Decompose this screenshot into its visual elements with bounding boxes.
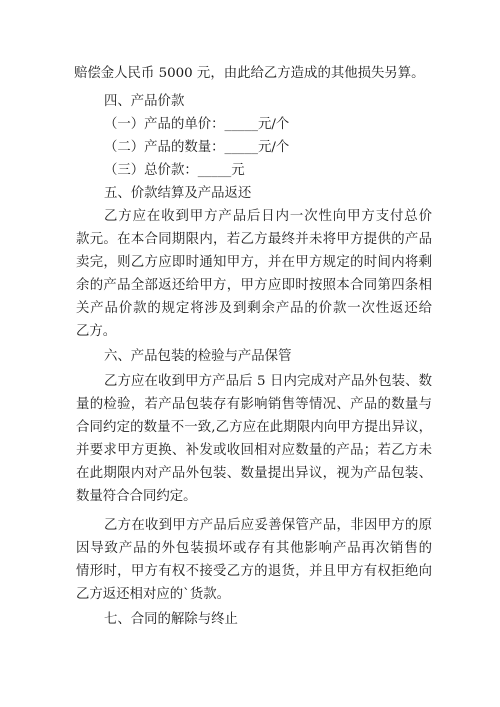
text-line: 乙方在收到甲方产品后应妥善保管产品，非因甲方的原 [104, 518, 432, 533]
text-line: 情形时，甲方有权不接受乙方的退货，并且甲方有权拒绝向 [76, 564, 432, 579]
text-line: 在此期限内对产品外包装、数量提出异议，视为产品包装、 [76, 466, 432, 481]
text-line: （三）总价款：_____元 [104, 163, 245, 178]
text-line: （二）产品的数量：_____元/个 [104, 140, 290, 155]
text-line: 乙方应在收到甲方产品后日内一次性向甲方支付总价 [104, 209, 432, 224]
text-line: 乙方返还相对应的`货款。 [76, 587, 230, 602]
text-line: 关产品价款的规定将涉及到剩余产品的价款一次性返还给 [76, 301, 432, 316]
text-line: 款元。在本合同期限内，若乙方最终并未将甲方提供的产品 [76, 232, 432, 247]
text-line: 并要求甲方更换、补发或收回相对应数量的产品；若乙方未 [76, 443, 432, 458]
text-line: 数量符合合同约定。 [76, 489, 197, 504]
text-line: 余的产品全部返还给甲方，甲方应即时按照本合同第四条相 [76, 278, 432, 293]
text-line: （一）产品的单价：_____元/个 [104, 117, 290, 132]
text-line: 乙方。 [76, 324, 117, 339]
section-heading: 六、产品包装的检验与产品保管 [104, 349, 292, 364]
section-heading: 五、价款结算及产品返还 [104, 186, 252, 201]
text-line: 卖完，则乙方应即时通知甲方，并在甲方规定的时间内将剩 [76, 255, 432, 270]
text-line: 因导致产品的外包装损坏或存有其他影响产品再次销售的 [76, 541, 432, 556]
text-line: 赔偿金人民币 5000 元，由此给乙方造成的其他损失另算。 [74, 66, 425, 81]
text-line: 合同约定的数量不一致,乙方应在此期限内向甲方提出异议， [76, 420, 432, 435]
text-line: 量的检验，若产品包装存有影响销售等情况、产品的数量与 [76, 397, 432, 412]
text-line: 乙方应在收到甲方产品后 5 日内完成对产品外包装、数 [104, 374, 432, 389]
section-heading: 四、产品价款 [104, 94, 185, 109]
section-heading: 七、合同的解除与终止 [104, 612, 238, 627]
